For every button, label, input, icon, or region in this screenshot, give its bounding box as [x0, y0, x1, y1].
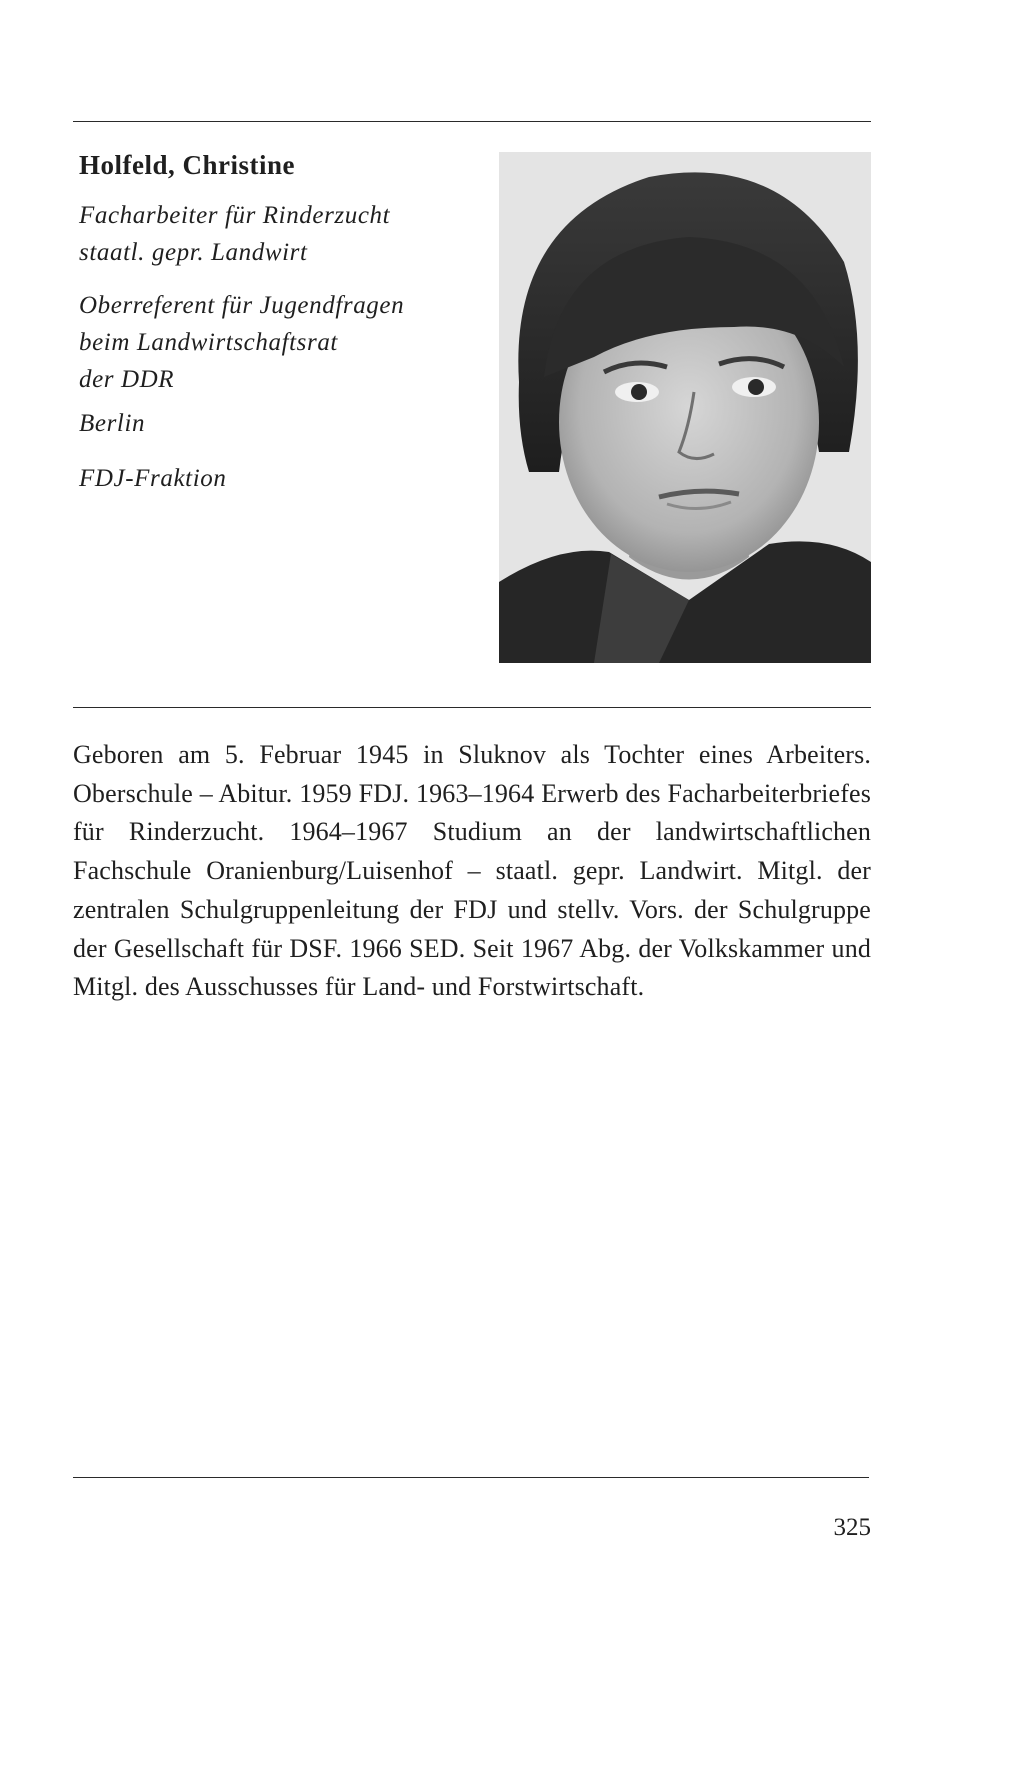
person-name: Holfeld, Christine	[79, 150, 295, 180]
position-line: beim Landwirtschaftsrat	[79, 329, 338, 356]
bottom-rule	[73, 1477, 869, 1478]
portrait-photo	[499, 152, 871, 663]
middle-rule	[73, 707, 871, 708]
top-rule	[73, 121, 871, 122]
biography-text: Geboren am 5. Februar 1945 in Sluknov als Tochter eines Arbeiters. Oberschule – Abitur. 1959 FDJ. 1963–1964 Erwerb des Facharbeiterbriefes für Rinderzucht. 1964–1967 Studium an der landwirtschaftlichen Fachschule Oranienburg/Luisenhof – staatl. gepr. Landwirt. Mitgl. der zentralen Schulgruppenleitung der FDJ und stellv. Vors. der Schulgruppe der Gesellschaft für DSF. 1966 SED. Seit 1967 Abg. der Volkskammer und Mitgl. des Ausschusses für Land- und Forstwirtschaft.	[73, 740, 871, 1002]
location: Berlin	[79, 410, 146, 437]
position-line: der DDR	[79, 366, 175, 393]
faction: FDJ-Fraktion	[79, 465, 227, 492]
page-number: 325	[833, 1514, 871, 1541]
profession-block	[79, 197, 390, 271]
position-block	[79, 287, 404, 398]
profession-line: staatl. gepr. Landwirt	[79, 239, 308, 266]
profession-line: Facharbeiter für Rinderzucht	[79, 202, 391, 229]
position-line: Oberreferent für Jugendfragen	[79, 292, 405, 319]
